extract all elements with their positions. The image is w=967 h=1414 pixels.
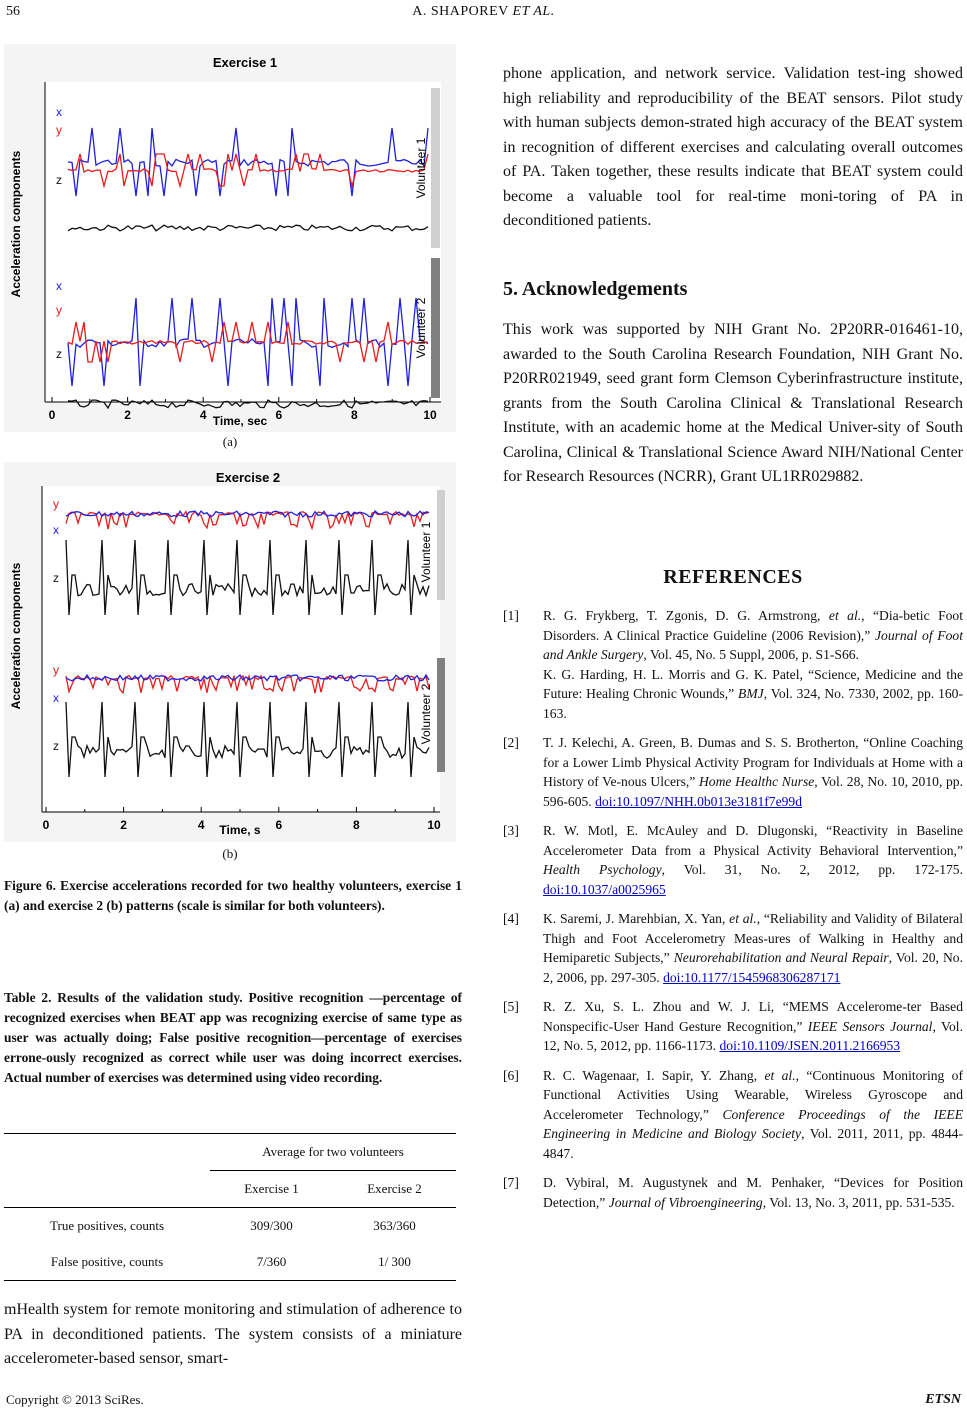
table-cell: 363/360	[373, 1218, 416, 1233]
table-row-label: False positive, counts	[50, 1254, 164, 1269]
reference-number: [1]	[503, 608, 519, 623]
reference-item: [7] D. Vybiral, M. Augustynek and M. Penhaker, “Devices for Position Detection,” Journal of Vibroengineering, Vol. 13, No. 3, 2011, pp. 531-535.	[503, 1173, 963, 1212]
reference-number: [3]	[503, 823, 519, 838]
x-tick-label: 2	[120, 818, 127, 832]
table-row	[4, 1244, 456, 1281]
trace-label-y-v2-b: y	[53, 663, 59, 677]
references-heading: REFERENCES	[663, 566, 803, 588]
table-cell: 1/ 300	[378, 1254, 411, 1269]
reference-item: [4] K. Saremi, J. Marehbian, X. Yan, et al., “Reliability and Validity of Bilateral Thigh and Foot Accelerometry Meas-ures of Walking in Healthy and Hemiparetic Subjects,” Neurorehabilitation and Neural Repair, Vol. 20, No. 2, 2006, pp. 297-305. doi:10.1177/1545968306287171	[503, 909, 963, 987]
x-tick-label: 8	[353, 818, 360, 832]
table-group-header: Average for two volunteers	[210, 1134, 456, 1171]
figure-6b-ylabel: Acceleration components	[9, 562, 23, 710]
volunteer-1-bar	[431, 88, 440, 248]
x-tick-label: 0	[42, 818, 50, 832]
x-tick-label: 10	[423, 408, 437, 422]
x-tick-label: 8	[351, 408, 358, 422]
x-tick-label: 10	[427, 818, 441, 832]
table-col-header: Exercise 1	[244, 1181, 299, 1196]
conclusion-text-left: mHealth system for remote monitoring and stimulation of adherence to PA in deconditioned patients. The system consists of a miniature accelerometer-based sensor, smart-	[4, 1301, 462, 1367]
figure-6a-title: Exercise 1	[212, 55, 278, 70]
reference-number: [5]	[503, 999, 519, 1014]
reference-item: [3] R. W. Motl, E. McAuley and D. Dlugonski, “Reactivity in Baseline Accelerometer Data from a Physical Activity Behavioral Intervention,” Health Psychology, Vol. 31, No. 2, 2012, pp. 172-175. doi:10.1037/a0025965	[503, 821, 963, 899]
trace-label-y-v1-b: y	[53, 497, 59, 511]
page-number: 56	[6, 4, 20, 19]
table-row-label: True positives, counts	[50, 1218, 164, 1233]
footer-copyright: Copyright © 2013 SciRes.	[6, 1392, 144, 1407]
x-tick-label: 6	[275, 818, 283, 832]
volunteer-1-bar-b	[437, 490, 445, 600]
figure-6a-xlabel: Time, sec	[212, 414, 268, 428]
reference-item: [2] T. J. Kelechi, A. Green, B. Dumas and S. S. Brotherton, “Online Coaching for a Lower Limb Physical Activity Program for Individuals at Home with a History of Ve-nous Ulcers,” Home Healthc Nurse, Vol. 28, No. 10, 2010, pp. 596-605. doi:10.1097/NHH.0b013e3181f7e99d	[503, 733, 963, 811]
table-row	[4, 1208, 456, 1245]
table-col-header: Exercise 2	[367, 1181, 422, 1196]
acknowledgements-text: This work was supported by NIH Grant No. 2P20RR-016461-10, awarded to the South Carolina Research Foundation, NIH Grant No. P20RR021949, seed grant form Clemson Cyberinfrastructure institute, grants from the South Carolina Clinical & Translational Research Institute, with an academic home at the Medical Univer-sity of South Carolina, Clinical & Translational Science Award NIH/National Center for Research Resources (NCRR), Grant UL1RR029882.	[503, 321, 963, 485]
x-tick-label: 4	[199, 408, 207, 422]
table-cell: 7/360	[256, 1254, 287, 1269]
volunteer-2-label: Volunteer 2	[414, 297, 428, 359]
results-table	[4, 1133, 456, 1281]
figure-6b-subcaption: (b)	[222, 846, 238, 861]
table-cell: 309/300	[250, 1218, 293, 1233]
footer-journal: ETSN	[925, 1392, 961, 1407]
trace-label-z-v1-b: z	[53, 571, 59, 585]
trace-label-y-v2: y	[56, 303, 62, 317]
running-title: A. SHAPOREV ET AL.	[412, 4, 555, 19]
x-tick-label: 4	[197, 818, 205, 832]
conclusion-text-right: phone application, and network service. Validation test-ing showed high reliability and reproducibility of the BEAT sensors. Pilot study with human subjects demon-strated high accuracy of the BEAT system in recognition of different exercises and calculating overall outcomes of PA. Taken together, these results indicate that BEAT system could become a valuable tool for real-time moni-toring of PA in deconditioned patients.	[503, 65, 963, 229]
figure-6a-plot-area	[45, 82, 441, 402]
reference-number: [4]	[503, 911, 519, 926]
reference-number: [7]	[503, 1175, 519, 1190]
figure-6b-xlabel: Time, s	[219, 823, 261, 837]
trace-label-z-v2: z	[56, 347, 62, 361]
volunteer-2-bar-b	[437, 658, 445, 772]
figure-6a-subcaption: (a)	[222, 434, 238, 449]
doi-link[interactable]: doi:10.1177/1545968306287171	[663, 969, 841, 985]
x-tick-label: 6	[275, 408, 283, 422]
reference-number: [6]	[503, 1067, 519, 1083]
trace-label-z-v1: z	[56, 173, 62, 187]
trace-label-x-v2: x	[56, 279, 62, 293]
figure-6b	[4, 462, 456, 842]
table-2-caption: Table 2. Results of the validation study. Positive recognition —percentage of recognized exercises when BEAT app was recognizing exercise of same type as user was actually doing; False positive recognition—percentage of exercises errone-ously recognized as correct while user was doing incorrect exercises. Actual number of exercises was determined using video recording.	[4, 990, 462, 1085]
trace-label-x-v2-b: x	[53, 691, 59, 705]
reference-item: [5] R. Z. Xu, S. L. Zhou and W. J. Li, “MEMS Accelerome-ter Based Nonspecific-User Hand Gesture Recognition,” IEEE Sensors Journal, Vol. 12, No. 5, 2012, pp. 1166-1173. doi:10.1109/JSEN.2011.2166953	[503, 997, 963, 1056]
figure-6a-ylabel: Acceleration components	[9, 150, 23, 298]
figure-6a	[4, 44, 456, 432]
volunteer-1-label: Volunteer 1	[414, 137, 428, 199]
doi-link[interactable]: doi:10.1037/a0025965	[543, 881, 666, 897]
volunteer-2-label-b: Volunteer 2	[419, 683, 433, 745]
figure-6b-title: Exercise 2	[215, 470, 281, 485]
trace-label-x-v1-b: x	[53, 523, 59, 537]
trace-label-z-v2-b: z	[53, 739, 59, 753]
trace-label-x-v1: x	[56, 105, 62, 119]
figure-6b-chart	[4, 462, 456, 842]
table-2	[4, 1133, 456, 1281]
x-tick-label: 0	[48, 408, 56, 422]
reference-item: [1] R. G. Frykberg, T. Zgonis, D. G. Armstrong, et al., “Dia-betic Foot Disorders. A Clinical Practice Guideline (2006 Revision),” Journal of Foot and Ankle Surgery, Vol. 45, No. 5 Suppl, 2006, p. S1-S66. K. G. Harding, H. L. Morris and G. K. Patel, “Science, Medicine and the Future: Healing Chronic Wounds,” BMJ, Vol. 324, No. 7330, 2002, pp. 160-163.	[503, 606, 963, 723]
acknowledgements-section	[503, 278, 963, 301]
doi-link[interactable]: doi:10.1109/JSEN.2011.2166953	[719, 1038, 901, 1053]
volunteer-1-label-b: Volunteer 1	[419, 521, 433, 583]
reference-item: [6] R. C. Wagenaar, I. Sapir, Y. Zhang, et al., “Continuous Monitoring of Functional Activities Using Wearable, Wireless Gyroscope and Accelerometer Technology,” Conference Proceedings of the IEEE Engineering in Medicine and Biology Society, Vol. 2011, 2011, pp. 4844-4847.	[503, 1066, 963, 1164]
figure-6-caption: Figure 6. Exercise accelerations recorded for two healthy volunteers, exercise 1 (a) and exercise 2 (b) patterns (scale is similar for both volunteers).	[4, 878, 462, 913]
volunteer-2-bar	[431, 258, 440, 398]
doi-link[interactable]: doi:10.1097/NHH.0b013e3181f7e99d	[595, 793, 803, 809]
reference-number: [2]	[503, 735, 519, 750]
references-list	[503, 606, 963, 1212]
acknowledgements-heading: 5. Acknowledgements	[503, 278, 688, 300]
x-tick-label: 2	[124, 408, 131, 422]
figure-6a-chart	[4, 44, 456, 432]
trace-label-y-v1: y	[56, 123, 62, 137]
